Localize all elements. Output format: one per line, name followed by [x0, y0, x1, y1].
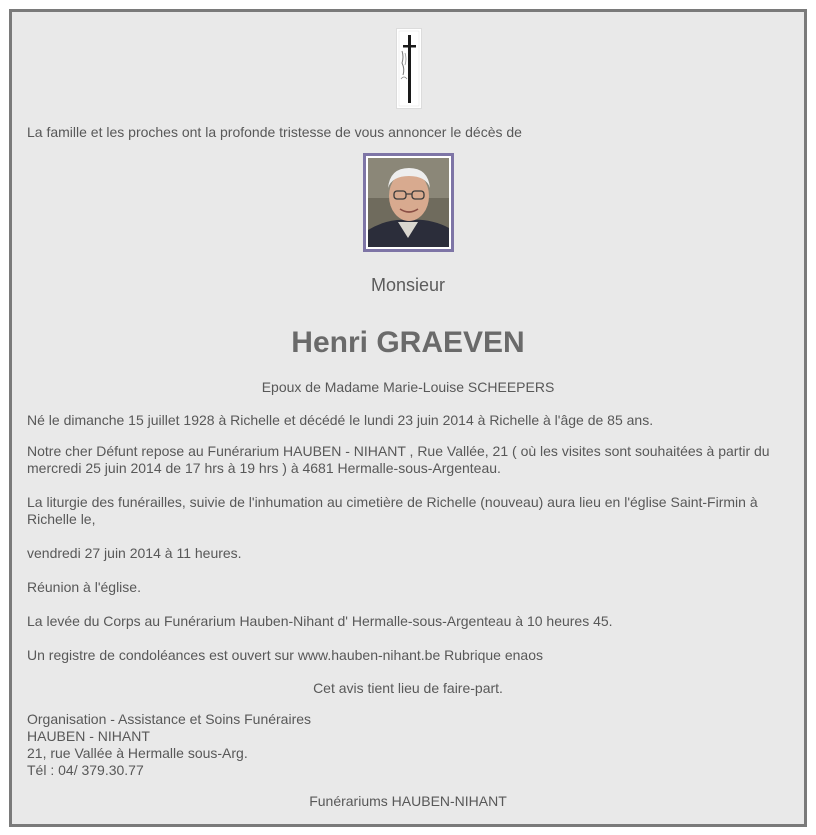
footer-signature: Funérariums HAUBEN-NIHANT: [309, 793, 507, 809]
honorific: Monsieur: [370, 275, 446, 295]
organisation-address: 21, rue Vallée à Hermalle sous-Arg.: [27, 745, 248, 761]
funeral-datetime: vendredi 27 juin 2014 à 11 heures.: [27, 545, 242, 561]
portrait-image: [368, 158, 449, 247]
spouse-line: Epoux de Madame Marie-Louise SCHEEPERS: [261, 379, 555, 395]
organisation-company: HAUBEN - NIHANT: [27, 728, 150, 744]
portrait-frame: [363, 153, 454, 252]
organisation-phone: Tél : 04/ 379.30.77: [27, 762, 144, 778]
organisation-title: Organisation - Assistance et Soins Funéraires: [27, 711, 312, 727]
intro-text: La famille et les proches ont la profonde tristesse de vous annoncer le décès de: [27, 124, 522, 140]
deceased-name: Henri GRAEVEN: [291, 326, 525, 359]
obituary-card: [9, 9, 807, 827]
condolences-text: Un registre de condoléances est ouvert sur www.hauben-nihant.be Rubrique enaos: [27, 647, 543, 663]
liturgy-text: La liturgie des funérailles, suivie de l'inhumation au cimetière de Richelle (nouveau) aura lieu en l'église Saint-Firmin à Richelle le,: [27, 494, 758, 527]
organisation-block: [27, 711, 311, 779]
rest-text: Notre cher Défunt repose au Funérarium HAUBEN - NIHANT , Rue Vallée, 21 ( où les visites sont souhaitées à partir du mercredi 25 juin 2014 de 17 hrs à 19 hrs ) à 4681 Hermalle-sous-Argenteau.: [27, 443, 770, 476]
cross-emblem: [397, 29, 421, 108]
departure-text: La levée du Corps au Funérarium Hauben-Nihant d' Hermalle-sous-Argenteau à 10 heures 45.: [27, 613, 613, 629]
meeting-text: Réunion à l'église.: [27, 579, 141, 595]
cross-icon: [397, 29, 421, 108]
portrait-photo: [368, 158, 449, 247]
announcement-text: Cet avis tient lieu de faire-part.: [313, 680, 503, 696]
birth-death-text: Né le dimanche 15 juillet 1928 à Richelle et décédé le lundi 23 juin 2014 à Richelle à l'âge de 85 ans.: [27, 412, 654, 428]
